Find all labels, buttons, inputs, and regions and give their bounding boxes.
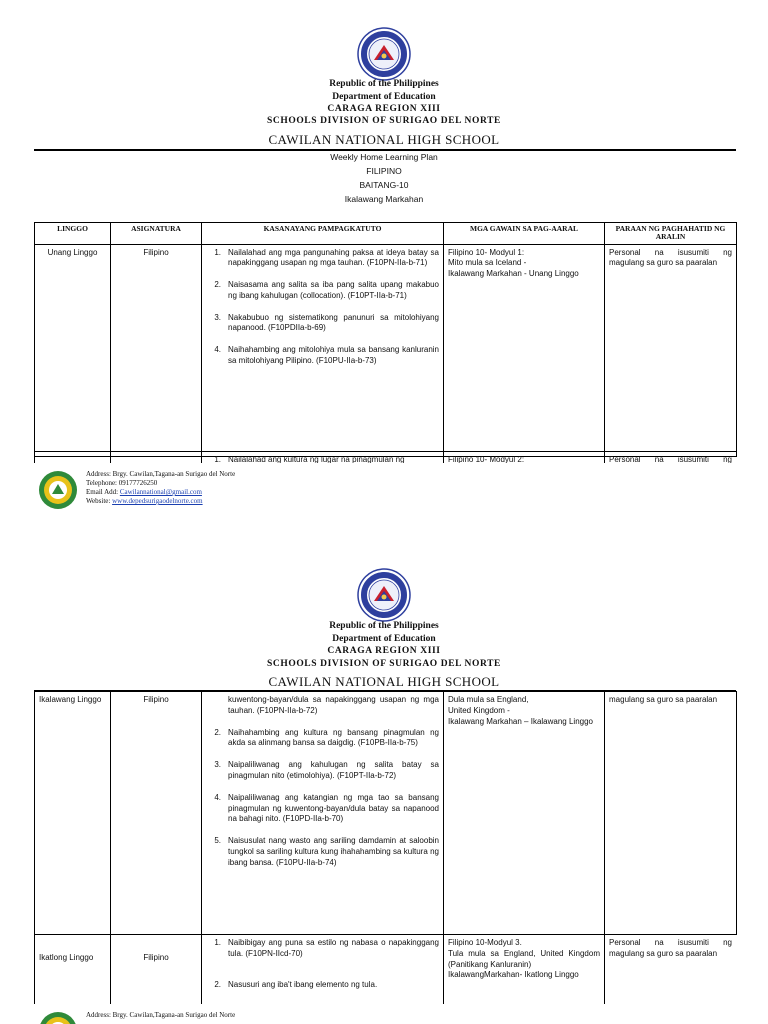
- footer-email-row: Email Add: Cawilannational@gmail.com: [86, 488, 202, 496]
- division-line: SCHOOLS DIVISION OF SURIGAO DEL NORTE: [267, 116, 501, 126]
- activities-cell: Filipino 10-Modyul 3. Tula mula sa England, United Kingdom (Panitikang Kanluranin) IkalawangMarkahan- Ikatlong Linggo: [444, 935, 605, 1005]
- plan-grade: BAITANG-10: [359, 180, 409, 190]
- week-cell: Unang Linggo: [35, 244, 111, 456]
- plan-title: Weekly Home Learning Plan: [330, 152, 438, 162]
- region-line: CARAGA REGION XIII: [327, 104, 441, 114]
- plan-quarter: Ikalawang Markahan: [344, 194, 424, 204]
- list-item: 4. Naipaliliwanag ang katangian ng mga tao sa bansang pinagmulan ng kuwentong-bayan/dula batay sa napanood na bahagi nito. (F10PD-IIa-b-70): [214, 792, 439, 824]
- footer-contact: [86, 1011, 235, 1020]
- republic-line: Republic of the Philippines: [329, 79, 439, 89]
- competency-continuation: kuwentong-bayan/dula sa napakinggang usapan ng mga tauhan. (F10PN-IIa-b-72): [228, 695, 439, 715]
- competency-cell: [202, 935, 444, 1005]
- table-row: [35, 935, 737, 1005]
- table-row-cut: [34, 934, 736, 1004]
- delivery-cell: magulang sa guro sa paaralan: [605, 692, 737, 935]
- republic-line: Republic of the Philippines: [329, 621, 439, 631]
- col-header-subject: ASIGNATURA: [111, 223, 202, 245]
- division-line: SCHOOLS DIVISION OF SURIGAO DEL NORTE: [267, 659, 501, 669]
- learning-plan-table-continued: [34, 691, 737, 935]
- deped-seal-icon: [357, 568, 411, 622]
- list-item: 3. Nakabubuo ng sistematikong panunuri sa mitolohiyang napanood. (F10PDIIa-b-69): [214, 312, 439, 333]
- competency-cell: [202, 692, 444, 935]
- list-item: 5. Naisusulat nang wasto ang sariling damdamin at saloobin tungkol sa sariling kultura kung ihahahambing sa kultura ng ibang bansa. (F10PU-IIa-b-74): [214, 836, 439, 867]
- website-link[interactable]: www.depedsurigaodelnorte.com: [112, 497, 203, 505]
- list-item: 4. Naihahambing ang mitolohiya mula sa bansang kanluranin sa mitolohiyang Pilipino. (F10PU-IIa-b-73): [214, 345, 439, 366]
- plan-subject: FILIPINO: [366, 166, 402, 176]
- list-item: 1. Nailalahad ang mga pangunahing paksa at ideya batay sa napakinggang usapan ng mga tauhan. (F10PN-IIa-b-71): [214, 247, 439, 268]
- activities-cell: Dula mula sa England, United Kingdom - Ikalawang Markahan – Ikalawang Linggo: [444, 692, 605, 935]
- footer-address: Address: Brgy. Cawilan,Tagana-an Surigao del Norte: [86, 1011, 236, 1019]
- footer-website-row: Website: www.depedsurigaodelnorte.com: [86, 497, 203, 505]
- list-item: 1. Nailalahad ang kultura ng lugar na pinagmulan ng: [214, 455, 405, 463]
- subject-cell: Filipino: [111, 692, 202, 935]
- week-cell: Ikatlong Linggo: [35, 935, 111, 1005]
- table-row-cut: 1. Nailalahad ang kultura ng lugar na pinagmulan ng Filipino 10- Modyul 2: Personal na isusumiti ng: [34, 451, 736, 463]
- school-name: CAWILAN NATIONAL HIGH SCHOOL: [268, 132, 500, 147]
- col-header-week: LINGGO: [35, 223, 111, 245]
- department-line: Department of Education: [332, 92, 436, 102]
- table-row: [35, 692, 737, 935]
- col-header-competency: KASANAYANG PAMPAGKATUTO: [202, 223, 444, 245]
- subject-cell: Filipino: [111, 935, 202, 1005]
- footer: [38, 1011, 338, 1024]
- footer-telephone: Telephone: 09177726250: [86, 479, 158, 487]
- list-item: 3. Naipaliliwanag ang kahulugan ng salita batay sa pinagmulan nito (etimolohiya). (F10PT-IIa-b-72): [214, 760, 439, 780]
- col-header-delivery: PARAAN NG PAGHAHATID NG ARALIN: [605, 223, 737, 245]
- school-logo-icon: [38, 1011, 78, 1024]
- list-item: 2. Nasusuri ang iba't ibang elemento ng tula.: [214, 979, 378, 989]
- footer-address: Address: Brgy. Cawilan,Tagana-an Surigao del Norte: [86, 470, 236, 478]
- col-header-activities: MGA GAWAIN SA PAG-AARAL: [444, 223, 605, 245]
- delivery-cell: Personal na isusumiti ng magulang sa guro sa paaralan: [605, 244, 737, 456]
- list-item: 1. Naibibigay ang puna sa estilo ng nabasa o napakinggang tula. (F10PN-IIcd-70): [214, 938, 439, 958]
- department-line: Department of Education: [332, 634, 436, 644]
- activities-cell: Filipino 10- Modyul 1: Mito mula sa Iceland - Ikalawang Markahan - Unang Linggo: [444, 244, 605, 456]
- email-link[interactable]: Cawilannational@gmail.com: [119, 488, 202, 496]
- school-name: CAWILAN NATIONAL HIGH SCHOOL: [268, 674, 500, 689]
- list-item: 2. Naisasama ang salita sa iba pang salita upang makabuo ng ibang kahulugan (collocation). (F10PT-IIa-b-71): [214, 280, 439, 300]
- week-cell: Ikalawang Linggo: [35, 692, 111, 935]
- delivery-cell: Personal na isusumiti ng magulang sa guro sa paaralan: [605, 935, 737, 1005]
- subject-cell: Filipino: [111, 244, 202, 456]
- list-item: 2. Naihahambing ang kultura ng bansang pinagmulan ng akda sa alinmang bansa sa daigdig. (F10PB-IIa-b-75): [214, 727, 439, 748]
- region-line: CARAGA REGION XIII: [327, 646, 441, 656]
